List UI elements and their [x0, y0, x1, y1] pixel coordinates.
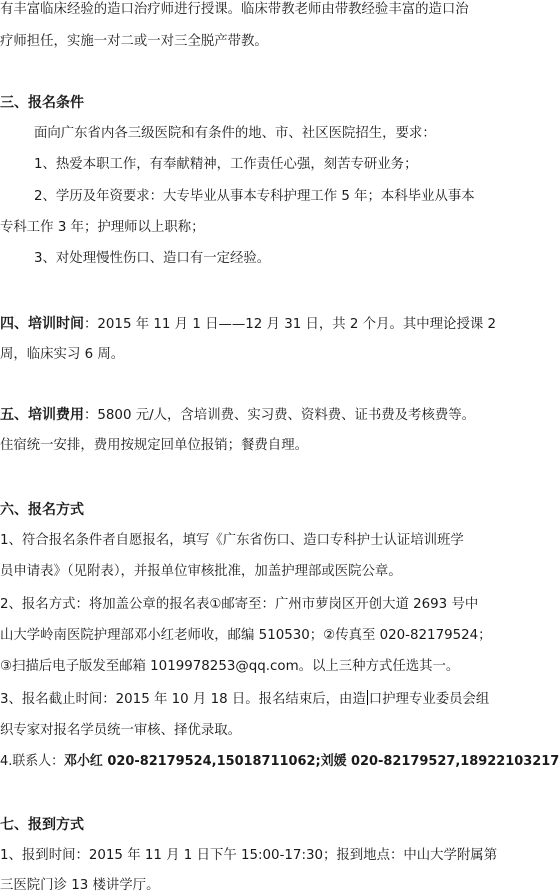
text-segment: 口护理专业委员会组 — [368, 692, 490, 707]
list-item: 2、学历及年资要求：大专毕业从事本专科护理工作 5 年；本科毕业从事本 — [34, 189, 475, 204]
contact-label: 4.联系人： — [0, 754, 65, 769]
list-item: 2、报名方式：将加盖公章的报名表①邮寄至：广州市萝岗区开创大道 2693 号中 — [0, 597, 479, 612]
paragraph-line: 住宿统一安排，费用按规定回单位报销；餐费自理。 — [0, 438, 308, 453]
section-heading: 三、报名条件 — [0, 95, 84, 111]
paragraph-line: 有丰富临床经验的造口治疗师进行授课。临床带教老师由带教经验丰富的造口治 — [0, 2, 469, 17]
contact-line — [0, 752, 559, 772]
paragraph-line: ③扫描后电子版发至邮箱 1019978253@qq.com。以上三种方式任选其一。 — [0, 659, 460, 674]
list-item — [0, 690, 489, 710]
paragraph-line: 织专家对报名学员统一审核、择优录取。 — [0, 723, 242, 738]
section-label: 四、培训时间 — [0, 316, 84, 332]
contact-details: 邓小红 020-82179524,15018711062;刘媛 — [64, 754, 347, 769]
paragraph-line: 三医院门诊 13 楼讲学厅。 — [0, 878, 160, 893]
list-item: 1、报到时间：2015 年 11 月 1 日下午 15:00-17:30；报到地点：中山大学附属第 — [0, 848, 498, 863]
list-item: 3、对处理慢性伤口、造口有一定经验。 — [34, 251, 271, 266]
section-text: ：2015 年 11 月 1 日——12 月 31 日，共 2 个月。其中理论授课 2 — [84, 317, 496, 332]
section-text: ：5800 元/人，含培训费、实习费、资料费、证书费及考核费等。 — [84, 408, 476, 423]
text-segment: 3、报名截止时间：2015 年 10 月 18 日。报名结束后，由造 — [0, 692, 366, 707]
section-heading — [0, 405, 475, 425]
section-heading — [0, 314, 496, 334]
contact-details-tail: 020-82179527,18922103217 — [346, 754, 559, 769]
paragraph-line: 周，临床实习 6 周。 — [0, 347, 125, 362]
list-item: 1、热爱本职工作，有奉献精神，工作责任心强，刻苦专研业务； — [34, 157, 418, 172]
text-cursor — [367, 690, 368, 705]
paragraph-line: 专科工作 3 年；护理师以上职称； — [0, 220, 205, 235]
paragraph-line: 疗师担任，实施一对二或一对三全脱产带教。 — [0, 34, 268, 49]
section-label: 五、培训费用 — [0, 407, 84, 423]
list-item: 1、符合报名条件者自愿报名，填写《广东省伤口、造口专科护士认证培训班学 — [0, 533, 464, 548]
section-heading: 七、报到方式 — [0, 817, 84, 833]
paragraph-line: 山大学岭南医院护理部邓小红老师收，邮编 510530；②传真至 020-82179524； — [0, 628, 492, 643]
section-heading: 六、报名方式 — [0, 502, 84, 518]
paragraph-line: 员申请表》（见附表），并报单位审核批准，加盖护理部或医院公章。 — [0, 564, 402, 579]
paragraph-line: 面向广东省内各三级医院和有条件的地、市、社区医院招生，要求： — [34, 126, 436, 141]
